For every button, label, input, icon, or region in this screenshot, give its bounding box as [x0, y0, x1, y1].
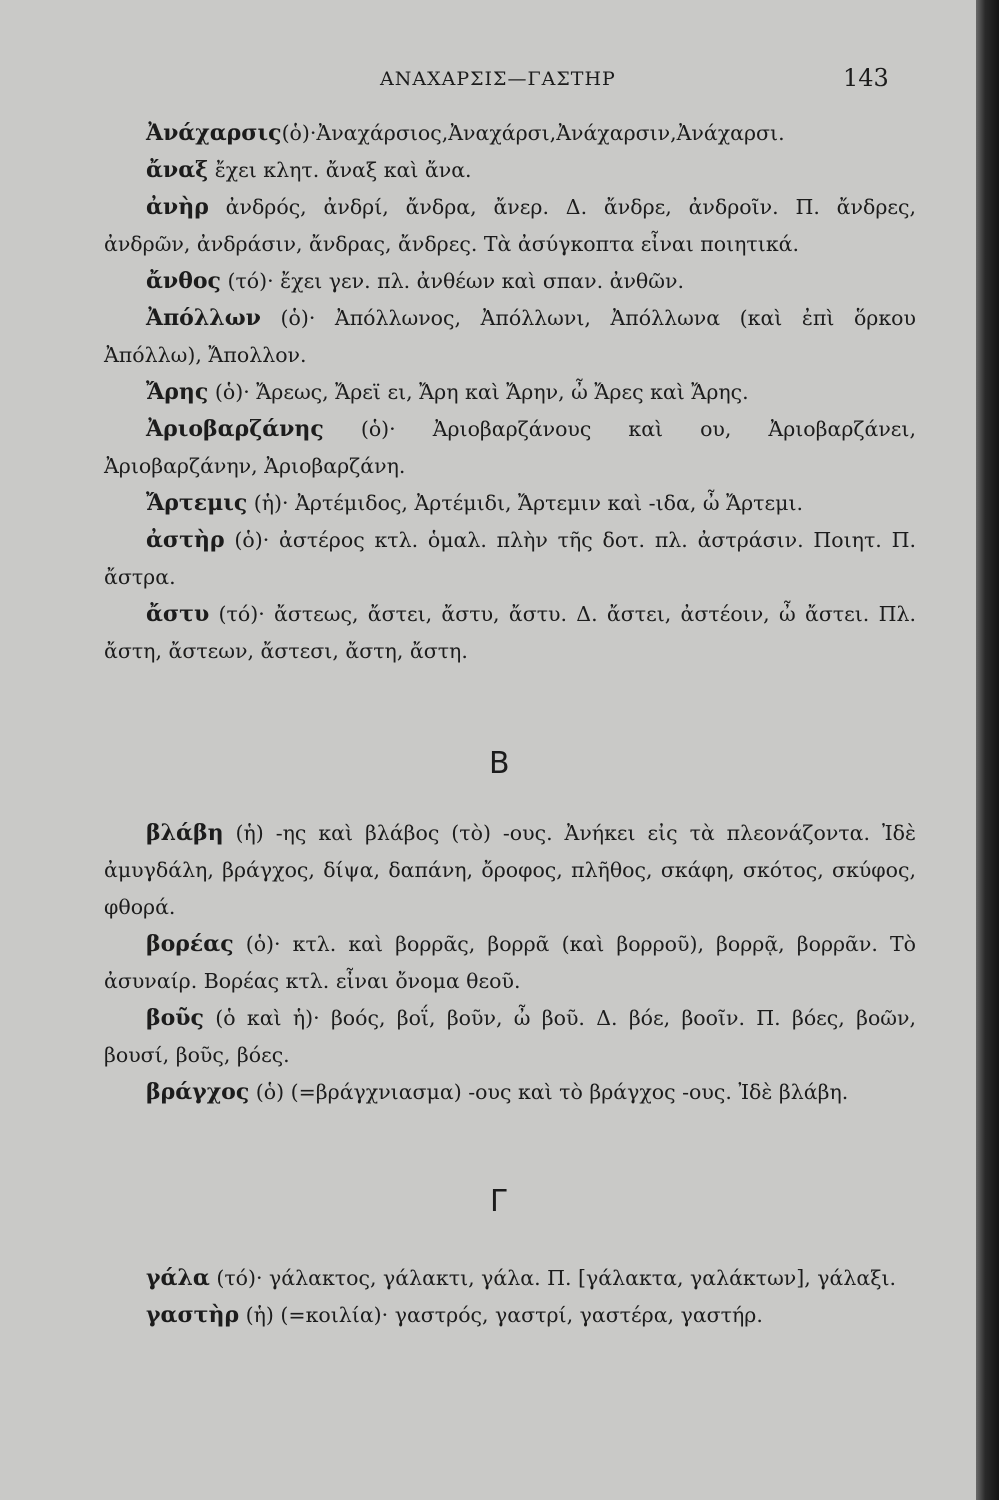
entry-headword: βορέας — [146, 931, 234, 957]
entry-body: (ἡ)· Ἀρτέμιδος, Ἀρτέμιδι, Ἄρτεμιν καὶ -ιδα, ὦ Ἄρτεμι. — [253, 491, 804, 515]
entry-headword: γαστὴρ — [146, 1302, 240, 1328]
dictionary-entry — [104, 1000, 916, 1074]
entry-body: (ὁ)· Ἀριοβαρζάνους καὶ ου, Ἀριοβαρζάνει, Ἀριοβαρζάνην, Ἀριοβαρζάνη. — [104, 417, 916, 478]
entry-headword: ἄνθος — [146, 268, 221, 294]
entry-headword: Ἀριοβαρζάνης — [146, 416, 324, 442]
dictionary-entry — [104, 115, 916, 152]
entry-body: (τό)· ἄστεως, ἄστει, ἄστυ, ἄστυ. Δ. ἄστει, ἀστέοιν, ὦ ἄστει. Πλ. ἄστη, ἄστεων, ἄστεσι, ἄστη, ἄστη. — [104, 602, 916, 663]
dictionary-entry — [104, 596, 916, 670]
entry-body: (ὁ) (=βράγχνιασμα) -ους καὶ τὸ βράγχος -ους. Ἰδὲ βλάβη. — [255, 1080, 849, 1104]
entry-body: (τό)· γάλακτος, γάλακτι, γάλα. Π. [γάλακτα, γαλάκτων], γάλαξι. — [216, 1266, 897, 1290]
dictionary-entry — [104, 300, 916, 374]
running-title: ΑΝΑΧΑΡΣΙΣ—ΓΑΣΤΗΡ — [380, 68, 616, 90]
dictionary-entry — [104, 815, 916, 926]
section-g-entries — [104, 1260, 916, 1334]
page-number: 143 — [843, 64, 889, 92]
entry-body: (ὁ καὶ ἡ)· βοός, βοΐ, βοῦν, ὦ βοῦ. Δ. βόε, βοοῖν. Π. βόες, βοῶν, βουσί, βοῦς, βόες. — [104, 1006, 916, 1067]
entry-headword: ἀστὴρ — [146, 527, 225, 553]
book-binding-edge — [976, 0, 999, 1500]
dictionary-entry — [104, 152, 916, 189]
section-letter-b: Β — [489, 746, 510, 781]
entry-headword: βράγχος — [146, 1079, 250, 1105]
entry-headword: γάλα — [146, 1265, 210, 1291]
dictionary-entry — [104, 926, 916, 1000]
dictionary-entry — [104, 263, 916, 300]
entry-body: (ὁ)· ἀστέρος κτλ. ὁμαλ. πλὴν τῆς δοτ. πλ. ἀστράσιν. Ποιητ. Π. ἄστρα. — [104, 528, 916, 589]
entry-body: (ἡ) (=κοιλία)· γαστρός, γαστρί, γαστέρα, γαστήρ. — [245, 1303, 763, 1327]
entry-headword: ἄστυ — [146, 601, 210, 627]
entry-headword: ἄναξ — [146, 157, 209, 183]
dictionary-entry — [104, 374, 916, 411]
entry-headword: Ἄρης — [146, 379, 209, 405]
entry-body: (ὁ)· Ἀπόλλωνος, Ἀπόλλωνι, Ἀπόλλωνα (καὶ ἐπὶ ὅρκου Ἀπόλλω), Ἄπολλον. — [104, 306, 916, 367]
dictionary-entry — [104, 1260, 916, 1297]
dictionary-entry — [104, 485, 916, 522]
entry-body: ἔχει κλητ. ἄναξ καὶ ἄνα. — [214, 158, 472, 182]
entry-body: (ὁ)· κτλ. καὶ βορρᾶς, βορρᾶ (καὶ βορροῦ), βορρᾷ, βορρᾶν. Τὸ ἀσυναίρ. Βορέας κτλ. εἶναι ὄνομα θεοῦ. — [104, 932, 916, 993]
dictionary-entry — [104, 189, 916, 263]
entry-headword: Ἀνάχαρσις — [146, 120, 282, 146]
entry-headword: ἀνὴρ — [146, 194, 209, 220]
dictionary-entry — [104, 522, 916, 596]
entry-body: (ὁ)· Ἄρεως, Ἄρεϊ ει, Ἄρη καὶ Ἄρην, ὦ Ἄρες καὶ Ἄρης. — [214, 380, 749, 404]
entry-headword: Ἀπόλλων — [146, 305, 261, 331]
dictionary-entry — [104, 1297, 916, 1334]
section-b-entries — [104, 815, 916, 1111]
entry-body: (ὁ)·Ἀναχάρσιος,Ἀναχάρσι,Ἀνάχαρσιν,Ἀνάχαρσι. — [281, 121, 785, 145]
entry-headword: βοῦς — [146, 1005, 204, 1031]
dictionary-entry — [104, 411, 916, 485]
entry-body: ἀνδρός, ἀνδρί, ἄνδρα, ἄνερ. Δ. ἄνδρε, ἀνδροῖν. Π. ἄνδρες, ἀνδρῶν, ἀνδράσιν, ἄνδρας, ἄνδρες. Τὰ ἀσύγκοπτα εἶναι ποιητικά. — [104, 195, 916, 256]
entry-headword: Ἄρτεμις — [146, 490, 248, 516]
entry-body: (ἡ) -ης καὶ βλάβος (τὸ) -ους. Ἀνήκει εἰς τὰ πλεονάζοντα. Ἰδὲ ἀμυγδάλη, βράγχος, δίψα, δαπάνη, ὄροφος, πλῆθος, σκάφη, σκότος, σκύφος, φθορά. — [104, 821, 916, 919]
entry-headword: βλάβη — [146, 820, 224, 846]
dictionary-entry — [104, 1074, 916, 1111]
section-a-entries — [104, 115, 916, 670]
section-letter-g: Γ — [490, 1184, 507, 1219]
entry-body: (τό)· ἔχει γεν. πλ. ἀνθέων καὶ σπαν. ἀνθῶν. — [227, 269, 684, 293]
